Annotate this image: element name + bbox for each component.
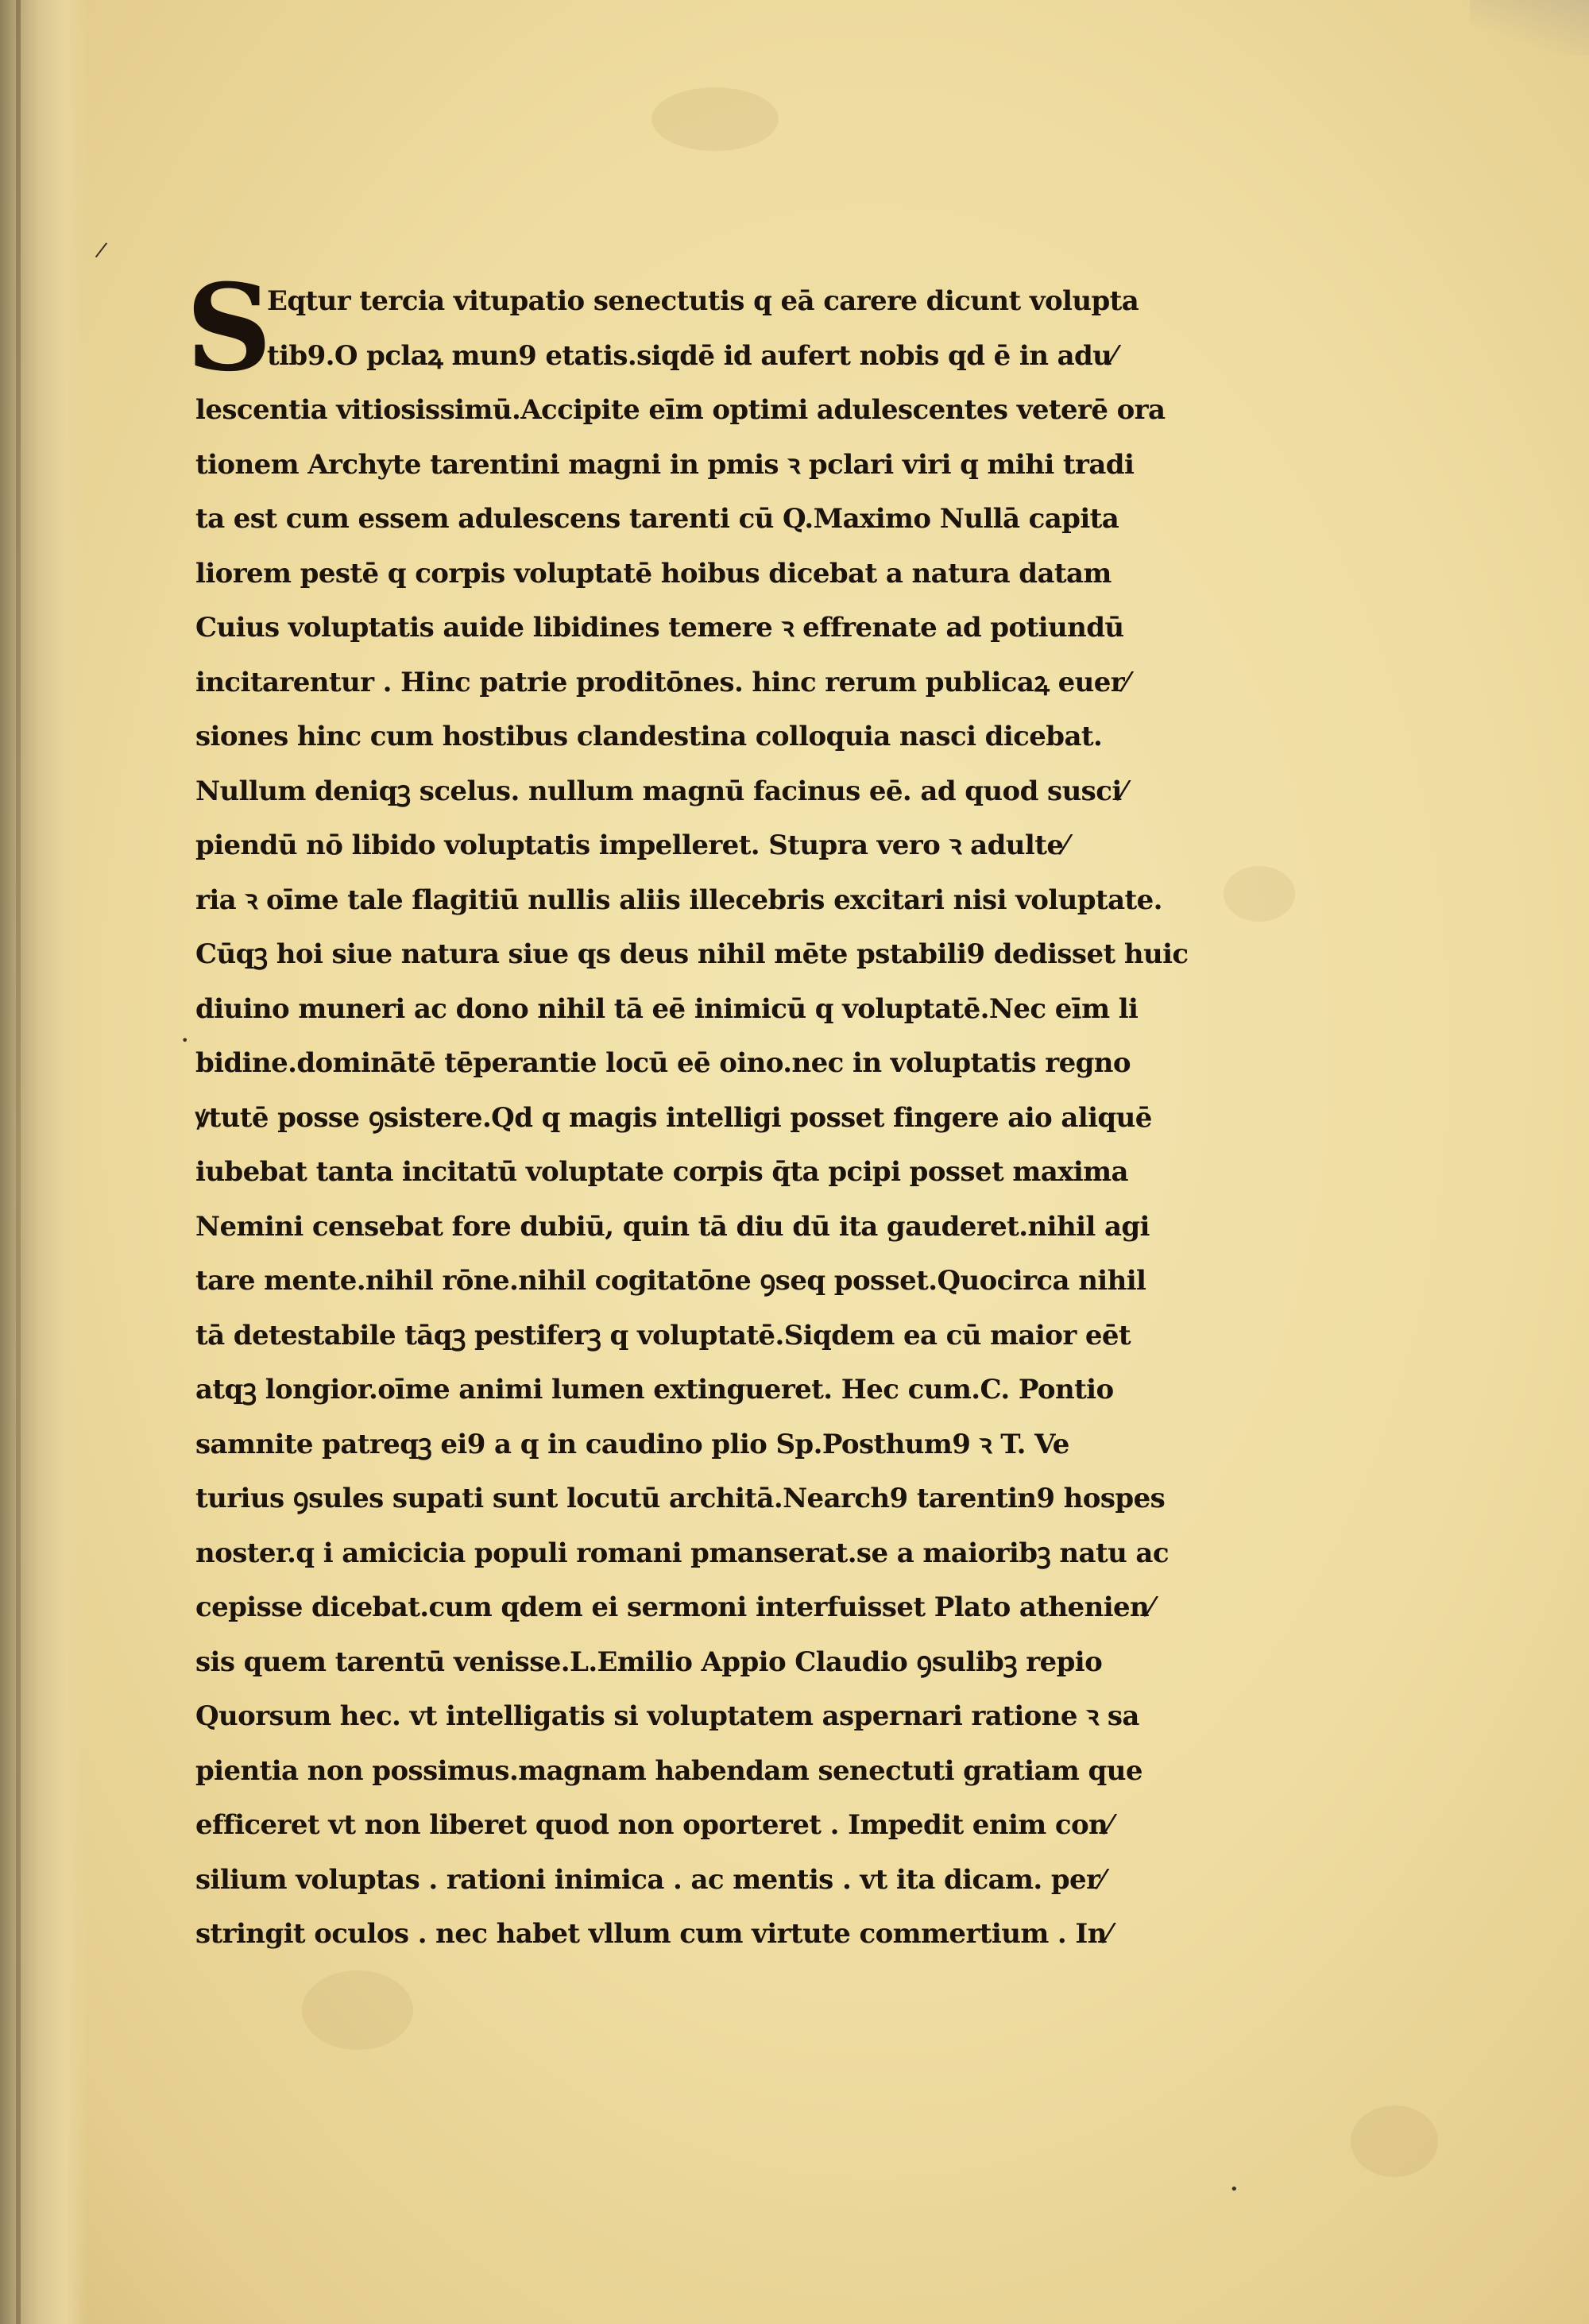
text-line: tionem Archyte tarentini magni in pmis ꝛ pclari viri q mihi tradi (195, 448, 1135, 481)
text-line: atqꝫ longior.oīme animi lumen extingueret. Hec cum.C. Pontio (195, 1374, 1114, 1406)
text-line: tare mente.nihil rōne.nihil cogitatōne ꝯseq posset.Quocirca nihil (195, 1265, 1146, 1297)
paper-stain (302, 1970, 413, 2050)
text-line: diuino muneri ac dono nihil tā eē inimicū q voluptatē.Nec eīm li (195, 992, 1139, 1025)
text-line: stringit oculos . nec habet vllum cum virtute commertium . In⁄ (195, 1918, 1111, 1950)
stray-mark: • (181, 1033, 189, 1048)
text-line: samnite patreqꝫ ei9 a q in caudino plio Sp.Posthum9 ꝛ T. Ve (195, 1428, 1069, 1460)
text-line: Cūqꝫ hoi siue natura siue qs deus nihil mēte pstabili9 dedisset huic (195, 938, 1189, 970)
paper-stain (1224, 866, 1295, 922)
text-line: tib9.O pclaꝝ mun9 etatis.siqdē id aufert nobis qd ē in adu⁄ (267, 339, 1116, 372)
text-line: Eqtur tercia vitupatio senectutis q eā carere dicunt volupta (267, 285, 1139, 317)
page-corner-wear (1470, 0, 1589, 56)
paper-stain (1351, 2106, 1438, 2177)
text-line: tā detestabile tāqꝫ pestiferꝫ q voluptatē.Siqdem ea cū maior eēt (195, 1319, 1131, 1351)
text-line: Quorsum hec. vt intelligatis si voluptatem aspernari ratione ꝛ sa (195, 1700, 1139, 1732)
text-line: cepisse dicebat.cum qdem ei sermoni interfuisset Plato athenien⁄ (195, 1591, 1154, 1623)
text-line: ria ꝛ oīme tale flagitiū nullis aliis illecebris excitari nisi voluptate. (195, 884, 1162, 916)
text-line: efficeret vt non liberet quod non oporteret . Impedit enim con⁄ (195, 1809, 1112, 1841)
text-line: lescentia vitiosissimū.Accipite eīm optimi adulescentes veterē ora (195, 394, 1166, 426)
text-line: silium voluptas . rationi inimica . ac mentis . vt ita dicam. per⁄ (195, 1863, 1104, 1896)
paper-stain (651, 87, 779, 151)
text-line: iubebat tanta incitatū voluptate corpis q̄ta pcipi posset maxima (195, 1156, 1128, 1188)
text-line: siones hinc cum hostibus clandestina colloquia nasci dicebat. (195, 721, 1103, 752)
binding-edge (16, 0, 21, 2324)
text-line: Nemini censebat fore dubiū, quin tā diu dū ita gauderet.nihil agi (195, 1210, 1150, 1243)
text-line: ta est cum essem adulescens tarenti cū Q.Maximo Nullā capita (195, 503, 1119, 535)
binding-gutter (0, 0, 87, 2324)
text-line: pientia non possimus.magnam habendam senectuti gratiam que (195, 1754, 1142, 1787)
stray-mark: / (94, 238, 109, 263)
text-line: bidine.dominātē tēperantie locū eē oino.nec in voluptatis regno (195, 1047, 1131, 1079)
text-line: turius ꝯsules supati sunt locutū architā.Nearch9 tarentin9 hospes (195, 1483, 1166, 1514)
initial-letter: S (186, 258, 273, 398)
text-block (186, 258, 1220, 1962)
text-line: Nullum deniqꝫ scelus. nullum magnū facinus eē. ad quod susci⁄ (195, 775, 1126, 807)
text-line: incitarentur . Hinc patrie proditōnes. hinc rerum publicaꝝ euer⁄ (195, 666, 1129, 698)
text-line: liorem pestē q corpis voluptatē hoibus dicebat a natura datam (195, 557, 1112, 590)
text-line: sis quem tarentū venisse.L.Emilio Appio Claudio ꝯsulibꝫ repio (195, 1645, 1103, 1678)
text-line: Cuius voluptatis auide libidines temere ꝛ effrenate ad potiundū (195, 612, 1124, 644)
text-line: noster.q i amicicia populi romani pmanserat.se a maioribꝫ natu ac (195, 1537, 1169, 1569)
text-line: piendū nō libido voluptatis impelleret. Stupra vero ꝛ adulte⁄ (195, 829, 1068, 861)
stray-mark: • (1230, 2181, 1239, 2198)
text-line: ꝟtutē posse ꝯsistere.Qd q magis intelligi posset fingere aio aliquē (195, 1101, 1152, 1134)
